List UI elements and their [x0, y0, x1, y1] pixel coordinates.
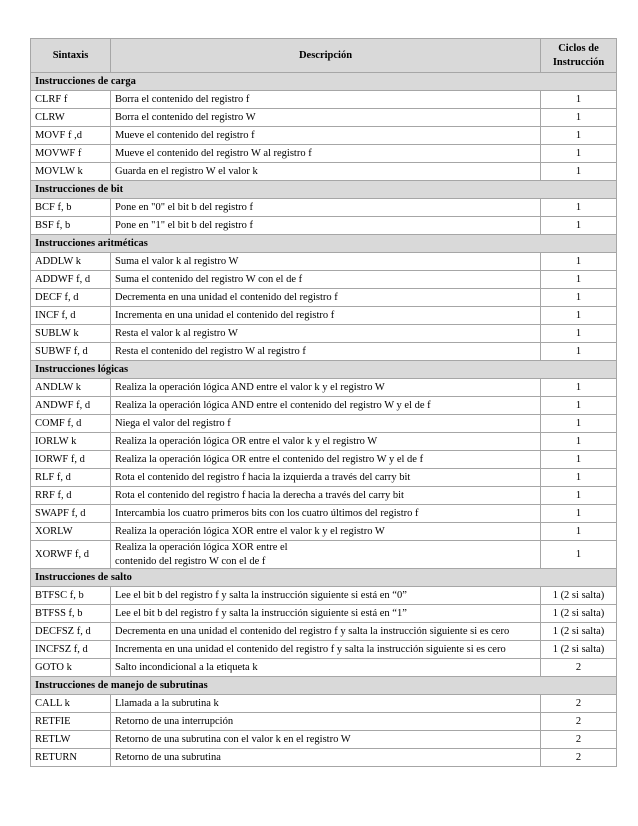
description-cell: Mueve el contenido del registro f	[111, 127, 541, 145]
table-row	[31, 541, 617, 569]
cycles-cell: 1	[541, 199, 617, 217]
description-cell: Salto incondicional a la etiqueta k	[111, 659, 541, 677]
header-sintaxis: Sintaxis	[31, 39, 111, 73]
cycles-cell: 1	[541, 253, 617, 271]
table-row	[31, 623, 617, 641]
description-cell: Pone en "1" el bit b del registro f	[111, 217, 541, 235]
description-cell: Suma el contenido del registro W con el de f	[111, 271, 541, 289]
section-header-row	[31, 677, 617, 695]
cycles-cell: 1	[541, 505, 617, 523]
syntax-cell: RLF f, d	[31, 469, 111, 487]
instruction-table	[30, 38, 617, 767]
table-row	[31, 731, 617, 749]
syntax-cell: BCF f, b	[31, 199, 111, 217]
description-cell: Decrementa en una unidad el contenido del registro f y salta la instrucción siguiente si es cero	[111, 623, 541, 641]
description-cell: Suma el valor k al registro W	[111, 253, 541, 271]
section-title: Instrucciones lógicas	[31, 361, 617, 379]
description-cell: Lee el bit b del registro f y salta la instrucción siguiente si está en “1”	[111, 605, 541, 623]
table-row	[31, 451, 617, 469]
table-row	[31, 199, 617, 217]
header-ciclos-line1: Ciclos de	[558, 43, 599, 55]
description-cell: Borra el contenido del registro W	[111, 109, 541, 127]
cycles-cell: 1	[541, 541, 617, 569]
syntax-cell: DECFSZ f, d	[31, 623, 111, 641]
table-row	[31, 307, 617, 325]
syntax-cell: RRF f, d	[31, 487, 111, 505]
cycles-cell: 1	[541, 379, 617, 397]
syntax-cell: MOVLW k	[31, 163, 111, 181]
description-cell: Resta el contenido del registro W al registro f	[111, 343, 541, 361]
description-cell: Decrementa en una unidad el contenido del registro f	[111, 289, 541, 307]
table-row	[31, 659, 617, 677]
cycles-cell: 1	[541, 307, 617, 325]
syntax-cell: DECF f, d	[31, 289, 111, 307]
section-header-row	[31, 361, 617, 379]
table-row	[31, 523, 617, 541]
table-row	[31, 127, 617, 145]
cycles-cell: 1	[541, 325, 617, 343]
syntax-cell: COMF f, d	[31, 415, 111, 433]
syntax-cell: XORLW	[31, 523, 111, 541]
table-row	[31, 487, 617, 505]
table-row	[31, 695, 617, 713]
table-row	[31, 217, 617, 235]
cycles-cell: 2	[541, 659, 617, 677]
syntax-cell: RETFIE	[31, 713, 111, 731]
description-line: Realiza la operación lógica XOR entre el	[115, 542, 288, 554]
syntax-cell: XORWF f, d	[31, 541, 111, 569]
table-row	[31, 91, 617, 109]
description-cell	[111, 541, 541, 569]
syntax-cell: GOTO k	[31, 659, 111, 677]
header-row	[31, 39, 617, 73]
section-title: Instrucciones de bit	[31, 181, 617, 199]
description-line: contenido del registro W con el de f	[115, 555, 266, 567]
syntax-cell: INCFSZ f, d	[31, 641, 111, 659]
table-row	[31, 505, 617, 523]
description-cell: Niega el valor del registro f	[111, 415, 541, 433]
description-cell: Borra el contenido del registro f	[111, 91, 541, 109]
description-cell: Realiza la operación lógica AND entre el valor k y el registro W	[111, 379, 541, 397]
cycles-cell: 1	[541, 415, 617, 433]
cycles-cell: 1 (2 si salta)	[541, 623, 617, 641]
description-cell: Pone en "0" el bit b del registro f	[111, 199, 541, 217]
cycles-cell: 2	[541, 749, 617, 767]
table-row	[31, 271, 617, 289]
description-cell: Intercambia los cuatro primeros bits con los cuatro últimos del registro f	[111, 505, 541, 523]
cycles-cell: 1	[541, 145, 617, 163]
cycles-cell: 1	[541, 487, 617, 505]
description-cell: Retorno de una interrupción	[111, 713, 541, 731]
syntax-cell: MOVWF f	[31, 145, 111, 163]
description-cell: Retorno de una subrutina	[111, 749, 541, 767]
syntax-cell: BTFSC f, b	[31, 587, 111, 605]
table-row	[31, 605, 617, 623]
table-row	[31, 713, 617, 731]
section-title: Instrucciones de manejo de subrutinas	[31, 677, 617, 695]
description-cell: Realiza la operación lógica XOR entre el valor k y el registro W	[111, 523, 541, 541]
cycles-cell: 1	[541, 343, 617, 361]
cycles-cell: 1	[541, 451, 617, 469]
table-row	[31, 379, 617, 397]
description-cell: Mueve el contenido del registro W al registro f	[111, 145, 541, 163]
syntax-cell: RETLW	[31, 731, 111, 749]
table-row	[31, 415, 617, 433]
cycles-cell: 2	[541, 695, 617, 713]
description-cell: Incrementa en una unidad el contenido del registro f y salta la instrucción siguiente si es cero	[111, 641, 541, 659]
table-row	[31, 343, 617, 361]
syntax-cell: CLRF f	[31, 91, 111, 109]
syntax-cell: ANDWF f, d	[31, 397, 111, 415]
section-header-row	[31, 235, 617, 253]
section-title: Instrucciones de salto	[31, 569, 617, 587]
cycles-cell: 1	[541, 289, 617, 307]
table-row	[31, 325, 617, 343]
description-cell: Rota el contenido del registro f hacia la izquierda a través del carry bit	[111, 469, 541, 487]
section-title: Instrucciones de carga	[31, 73, 617, 91]
syntax-cell: ADDLW k	[31, 253, 111, 271]
table-row	[31, 469, 617, 487]
description-cell: Realiza la operación lógica OR entre el contenido del registro W y el de f	[111, 451, 541, 469]
header-ciclos-line2: Instrucción	[552, 56, 605, 68]
description-cell: Realiza la operación lógica AND entre el contenido del registro W y el de f	[111, 397, 541, 415]
syntax-cell: INCF f, d	[31, 307, 111, 325]
table-row	[31, 109, 617, 127]
cycles-cell: 2	[541, 731, 617, 749]
section-header-row	[31, 181, 617, 199]
header-descripcion: Descripción	[111, 39, 541, 73]
table-row	[31, 289, 617, 307]
table-row	[31, 587, 617, 605]
cycles-cell: 1 (2 si salta)	[541, 587, 617, 605]
syntax-cell: CLRW	[31, 109, 111, 127]
table-row	[31, 253, 617, 271]
cycles-cell: 1	[541, 127, 617, 145]
syntax-cell: ANDLW k	[31, 379, 111, 397]
table-row	[31, 145, 617, 163]
cycles-cell: 1	[541, 469, 617, 487]
description-cell: Llamada a la subrutina k	[111, 695, 541, 713]
cycles-cell: 1 (2 si salta)	[541, 641, 617, 659]
cycles-cell: 1	[541, 397, 617, 415]
cycles-cell: 1	[541, 271, 617, 289]
table-row	[31, 397, 617, 415]
table-row	[31, 749, 617, 767]
cycles-cell: 1	[541, 433, 617, 451]
cycles-cell: 1	[541, 523, 617, 541]
syntax-cell: BSF f, b	[31, 217, 111, 235]
syntax-cell: MOVF f ,d	[31, 127, 111, 145]
description-cell: Retorno de una subrutina con el valor k en el registro W	[111, 731, 541, 749]
syntax-cell: SWAPF f, d	[31, 505, 111, 523]
syntax-cell: ADDWF f, d	[31, 271, 111, 289]
syntax-cell: SUBWF f, d	[31, 343, 111, 361]
cycles-cell: 1	[541, 163, 617, 181]
description-cell: Guarda en el registro W el valor k	[111, 163, 541, 181]
description-cell: Resta el valor k al registro W	[111, 325, 541, 343]
syntax-cell: BTFSS f, b	[31, 605, 111, 623]
description-cell: Realiza la operación lógica OR entre el valor k y el registro W	[111, 433, 541, 451]
table-row	[31, 433, 617, 451]
section-title: Instrucciones aritméticas	[31, 235, 617, 253]
table-body	[31, 73, 617, 767]
table-row	[31, 641, 617, 659]
description-cell: Rota el contenido del registro f hacia la derecha a través del carry bit	[111, 487, 541, 505]
syntax-cell: RETURN	[31, 749, 111, 767]
description-cell: Lee el bit b del registro f y salta la instrucción siguiente si está en “0”	[111, 587, 541, 605]
cycles-cell: 1	[541, 91, 617, 109]
header-ciclos	[541, 39, 617, 73]
cycles-cell: 1	[541, 217, 617, 235]
syntax-cell: IORWF f, d	[31, 451, 111, 469]
syntax-cell: SUBLW k	[31, 325, 111, 343]
description-cell: Incrementa en una unidad el contenido del registro f	[111, 307, 541, 325]
syntax-cell: IORLW k	[31, 433, 111, 451]
cycles-cell: 1 (2 si salta)	[541, 605, 617, 623]
syntax-cell: CALL k	[31, 695, 111, 713]
section-header-row	[31, 569, 617, 587]
cycles-cell: 2	[541, 713, 617, 731]
cycles-cell: 1	[541, 109, 617, 127]
table-row	[31, 163, 617, 181]
section-header-row	[31, 73, 617, 91]
